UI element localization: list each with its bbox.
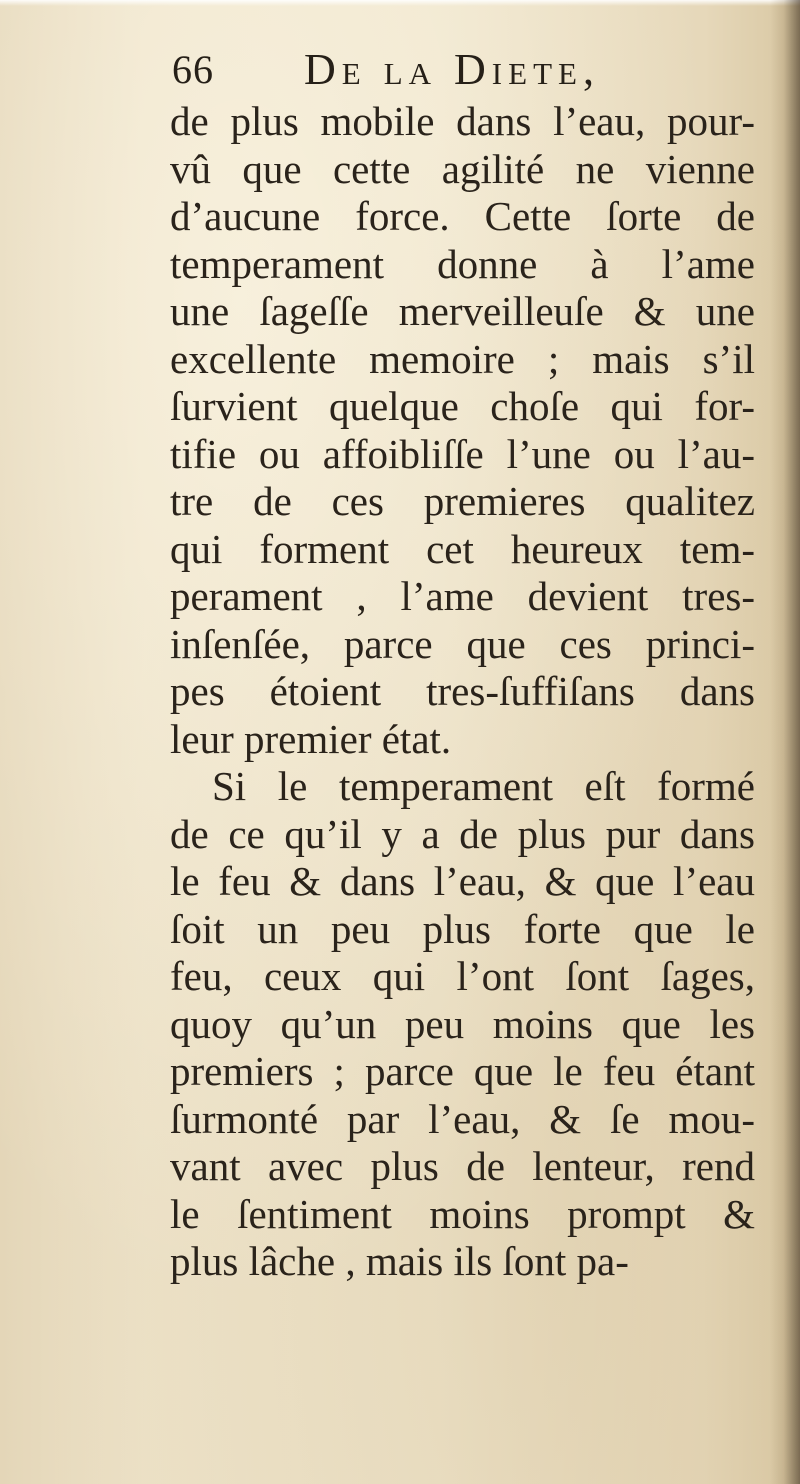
paragraph <box>170 763 755 1286</box>
text-line: temperament donne à l’ame <box>170 240 755 287</box>
text-line: pes étoient tres-ſuffiſans dans <box>170 668 755 714</box>
text-line: tifie ou affoibliſſe l’une ou l’au- <box>170 430 755 477</box>
text-line: vant avec plus de lenteur, rend <box>170 1143 755 1189</box>
text-line: inſenſée, parce que ces princi- <box>170 620 755 667</box>
text-line: qui forment cet heureux tem- <box>170 525 755 572</box>
text-line: le feu & dans l’eau, & que l’eau <box>170 858 755 904</box>
text-line: le ſentiment moins prompt & <box>170 1190 755 1237</box>
text-line: de ce qu’il y a de plus pur dans <box>170 810 755 857</box>
text-line: feu, ceux qui l’ont ſont ſages, <box>170 953 755 999</box>
paragraph <box>170 98 755 763</box>
running-title: De la Diete, <box>304 45 600 94</box>
text-line: ſurvient quelque choſe qui for- <box>170 383 755 429</box>
page-header <box>172 44 752 100</box>
page-number: 66 <box>172 47 214 92</box>
body-text <box>170 98 755 1286</box>
text-line: tre de ces premieres qualitez <box>170 478 755 524</box>
text-line: ſoit un peu plus forte que le <box>170 905 755 952</box>
text-line: perament , l’ame devient tres- <box>170 573 755 619</box>
text-line: excellente memoire ; mais s’il <box>170 335 755 382</box>
text-line: vû que cette agilité ne vienne <box>170 145 755 192</box>
text-line: d’aucune force. Cette ſorte de <box>170 193 755 239</box>
text-line: de plus mobile dans l’eau, pour- <box>170 98 755 144</box>
text-line: ſurmonté par l’eau, & ſe mou- <box>170 1095 755 1142</box>
text-line: leur premier état. <box>170 715 452 762</box>
text-line: Si le temperament eſt formé <box>212 763 755 809</box>
text-line: plus lâche , mais ils ſont pa- <box>170 1238 629 1284</box>
text-line: quoy qu’un peu moins que les <box>170 1000 755 1047</box>
text-line: une ſageſſe merveilleuſe & une <box>170 288 755 334</box>
text-line: premiers ; parce que le feu étant <box>170 1048 755 1094</box>
binding-gutter <box>770 0 800 1484</box>
page-top-edge <box>0 0 800 6</box>
